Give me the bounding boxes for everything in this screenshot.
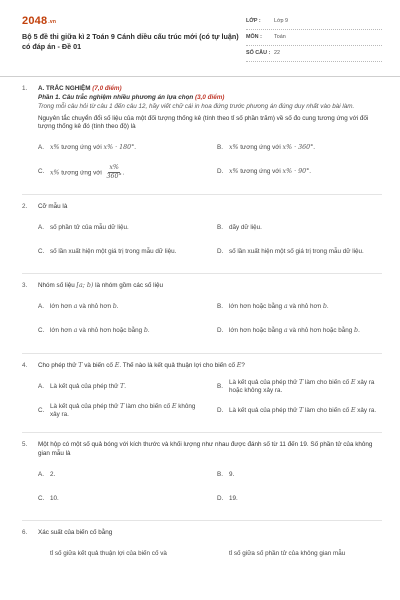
answer-options [38,140,382,188]
question-1 [22,85,382,188]
question-number: 2. [22,202,28,210]
question-5 [22,441,382,514]
answer-options [38,219,382,267]
option-b[interactable]: tỉ số giữa số phần tử của không gian mẫu [229,550,346,558]
answer-options [38,299,382,347]
option-d[interactable]: D. x% tương ứng với x% · 90°. [217,168,311,176]
option-b[interactable]: B. 9. [217,470,235,478]
meta-row-subject [246,30,382,46]
question-number: 6. [22,529,28,536]
question-text: Nhóm số liệu [a; b) là nhóm gồm các số liệu [38,282,163,289]
question-text: Một hộp có một số quả bóng với kích thước và khối lượng như nhau được đánh số từ 11 đến 19. Số phần tử của không gian mẫu là [38,441,373,457]
answer-options [38,378,382,426]
question-2 [22,203,382,268]
option-d[interactable]: D. lớn hơn hoặc bằng a và nhỏ hơn hoặc bằng b. [217,327,360,335]
meta-row-count [246,46,382,62]
option-b[interactable]: B. x% tương ứng với x% · 360°. [217,144,316,152]
instruction-text: Trong mỗi câu hỏi từ câu 1 đến câu 12, hãy viết chữ cái in hoa đứng trước phương án đúng duy nhất vào bài làm. [38,103,355,110]
question-text: Cho phép thử T và biến cố E. Thế nào là kết quả thuận lợi cho biến cố E? [38,361,245,369]
site-logo[interactable]: 2048.vn [22,15,57,27]
option-b[interactable]: B. dãy dữ liệu. [217,223,262,231]
option-d[interactable]: D. 19. [217,494,238,502]
meta-key: LỚP : [246,17,261,24]
meta-table [246,14,382,62]
question-4 [22,362,382,427]
option-a[interactable]: tỉ số giữa kết quả thuận lợi của biến cố và [50,550,167,558]
option-a[interactable]: A. 2. [38,470,56,478]
document-title: Bộ 5 đề thi giữa kì 2 Toán 9 Cánh diều cấu trúc mới (có tự luận) có đáp án - Đề 01 [22,32,239,52]
question-text: Xác suất của biến cố bằng [38,529,113,536]
meta-row-class [246,14,382,30]
question-text: Cỡ mẫu là [38,202,68,210]
part-title: Phần 1. Câu trắc nghiệm nhiều phương án lựa chọn (3,0 điểm) [38,93,225,101]
question-6 [22,529,382,570]
option-c[interactable]: C. số lần xuất hiện một giá trị trong mẫu dữ liệu. [38,247,177,255]
answer-options [38,466,382,514]
option-b[interactable]: B. lớn hơn hoặc bằng a và nhỏ hơn b. [217,303,329,311]
question-separator [22,273,382,274]
question-number: 4. [22,361,28,369]
answer-options [38,546,382,570]
option-d[interactable]: D. Là kết quả của phép thử T làm cho biến cố E xảy ra. [217,406,377,414]
option-c[interactable]: C. lớn hơn a và nhỏ hơn hoặc bằng b. [38,327,150,335]
question-separator [22,353,382,354]
question-text: Nguyên tắc chuyển đổi số liệu của một đối tượng thống kê (tính theo tỉ số phần trăm) về số đo cung tương ứng với đối tượng thống kê đó (tính theo độ) là [38,114,369,130]
meta-value: Lớp 9 [274,17,289,24]
question-separator [22,194,382,195]
question-separator [22,520,382,521]
header [22,0,382,70]
question-3 [22,282,382,347]
option-a[interactable]: A. Là kết quả của phép thử T. [38,382,126,390]
question-number: 1. [22,85,28,92]
option-a[interactable]: A. x% tương ứng với x% · 180°. [38,144,137,152]
meta-key: SỐ CÂU : [246,49,271,56]
meta-key: MÔN : [246,33,262,40]
fraction: $\frac{x\%}{360^\circ}$ [106,163,122,180]
option-a[interactable]: A. lớn hơn a và nhỏ hơn b. [38,303,119,311]
header-divider [0,76,400,77]
question-separator [22,432,382,433]
option-a[interactable]: A. số phần tử của mẫu dữ liệu. [38,223,129,231]
meta-value: 22 [274,49,280,56]
question-number: 3. [22,282,28,289]
section-title: A. TRẮC NGHIỆM (7,0 điểm) [38,85,122,92]
option-c[interactable]: C. Là kết quả của phép thử T làm cho biến cố E không xảy ra. [38,402,196,418]
option-d[interactable]: D. số lần xuất hiện một số giá trị trong mẫu dữ liệu. [217,247,364,255]
meta-value: Toán [274,33,286,40]
question-number: 5. [22,441,28,448]
option-c[interactable]: C. 10. [38,494,59,502]
option-c[interactable]: C. x% tương ứng với $\frac{x\%}{360^\circ}$ . [38,163,125,180]
option-b[interactable]: B. Là kết quả của phép thử T làm cho biến cố E xảy ra hoặc không xảy ra. [217,378,375,394]
